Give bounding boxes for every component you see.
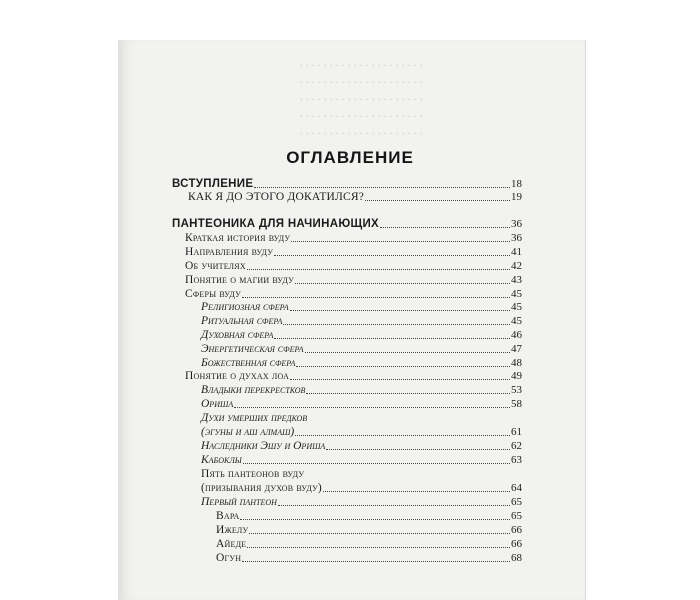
toc-entry-label: Ритуальная сфера: [201, 315, 283, 327]
toc-entry: [216, 549, 522, 565]
bleed-through-text: . . . . . . . . . . . . . . . . . . . . . . . . . . . . . . . . . . . . . . . . . . . . . . . . . . . . . . . . . . . . . . . . . . . . . . . . . . . . . . . . . . . . . . . . . . . . . . . . . . . . . . . . .: [300, 58, 423, 137]
toc-entry-page: 49: [511, 370, 522, 382]
toc-entry-label: Кабоклы: [201, 454, 242, 466]
toc-entry-page: 36: [511, 218, 522, 230]
toc-entry-page: 48: [511, 357, 522, 369]
toc-entry-page: 68: [511, 552, 522, 564]
toc-entry-page: 46: [511, 329, 522, 341]
toc-entry-label: Понятие о духах лоа: [185, 370, 290, 382]
toc-entry-label: Краткая история вуду: [185, 232, 291, 244]
toc-entry-label: Пять пантеонов вуду: [201, 468, 305, 480]
toc-entry-page: 65: [511, 496, 522, 508]
toc-entry-label: Понятие о магии вуду: [185, 274, 294, 286]
toc-entry-page: 45: [511, 288, 522, 300]
toc-entry-label: Первый пантеон: [201, 496, 277, 508]
toc-entry-label: КАК Я ДО ЭТОГО ДОКАТИЛСЯ?: [188, 191, 365, 203]
toc-entry-page: 42: [511, 260, 522, 272]
toc-entry-label: (эгуны и аш алмаш): [201, 426, 295, 438]
toc-entry-page: 58: [511, 398, 522, 410]
toc-entry-label: Вара: [216, 510, 240, 522]
toc-entry-page: 65: [511, 510, 522, 522]
toc-entry-label: Энергетическая сфера: [201, 343, 304, 355]
toc-entry-page: 47: [511, 343, 522, 355]
toc-entry-page: 18: [511, 178, 522, 190]
toc-entry-page: 45: [511, 301, 522, 313]
toc-entry-label: Об учителях: [185, 260, 246, 272]
toc-entry-label: Ориша: [201, 398, 234, 410]
toc-entry-page: 66: [511, 538, 522, 550]
toc-entry-label: Божественная сфера: [201, 357, 296, 369]
toc-entry-label: ВСТУПЛЕНИЕ: [172, 178, 254, 190]
toc-entry-page: 63: [511, 454, 522, 466]
toc-entry-page: 53: [511, 384, 522, 396]
toc-entry-page: 45: [511, 315, 522, 327]
toc-entry-label: Религиозная сфера: [201, 301, 289, 313]
toc-entry-label: Огун: [216, 552, 242, 564]
toc-entry-label: Наследники Эшу и Ориша: [201, 440, 326, 452]
toc-entry-page: 66: [511, 524, 522, 536]
toc-entry-label: Духи умерших предков: [201, 412, 308, 424]
toc-entry-page: 43: [511, 274, 522, 286]
toc-entry-page: 62: [511, 440, 522, 452]
toc-entry-label: Духовная сфера: [201, 329, 274, 341]
toc-entry-label: Айеде: [216, 538, 247, 550]
toc-entry-label: ПАНТЕОНИКА ДЛЯ НАЧИНАЮЩИХ: [172, 218, 380, 230]
toc-entry-label: Сферы вуду: [185, 288, 241, 300]
page-title: ОГЛАВЛЕНИЕ: [286, 148, 414, 167]
toc-entry: [188, 188, 522, 204]
toc-entry-page: 36: [511, 232, 522, 244]
toc-entry-page: 64: [511, 482, 522, 494]
toc-entry-page: 61: [511, 426, 522, 438]
toc-entry-page: 41: [511, 246, 522, 258]
toc-entry-page: 19: [511, 191, 522, 203]
toc-entry-label: Владыки перекрестков: [201, 384, 306, 396]
toc-entry-label: (призывания духов вуду): [201, 482, 322, 494]
toc-entry-label: Направления вуду: [185, 246, 274, 258]
toc-entry-label: Ижелу: [216, 524, 249, 536]
